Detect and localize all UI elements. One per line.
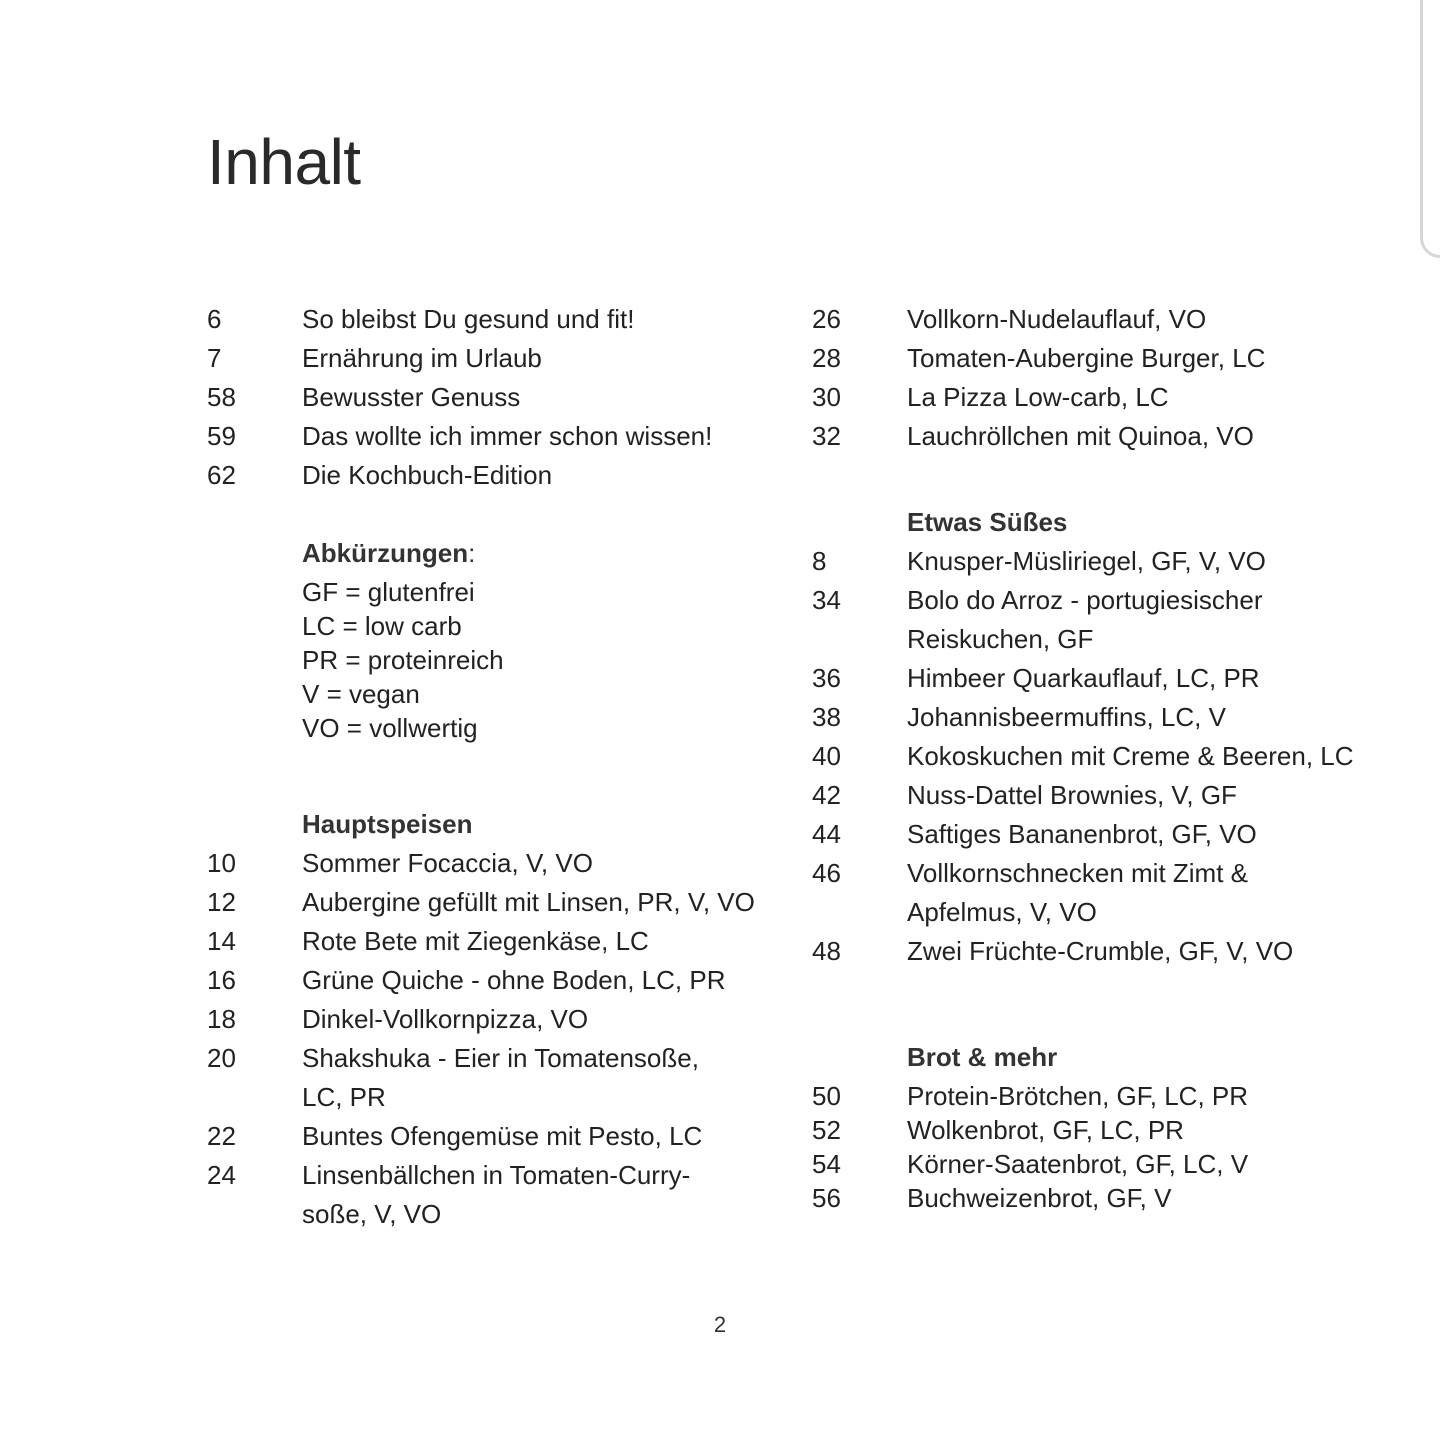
toc-entry-line: Vollkorn-Nudelauflauf, VO [907, 304, 1207, 334]
toc-entry [207, 922, 747, 961]
toc-entry-line: Zwei Früchte-Crumble, GF, V, VO [907, 936, 1294, 966]
toc-entry [207, 844, 747, 883]
toc-entry-line: Reiskuchen, GF [907, 624, 1094, 654]
toc-entry-line: Lauchröllchen mit Quinoa, VO [907, 421, 1254, 451]
toc-entry-line: Dinkel-Vollkornpizza, VO [302, 1004, 589, 1034]
toc-entry-line: Bewusster Genuss [302, 382, 521, 412]
toc-entry-title [907, 417, 1352, 456]
toc-entry [812, 542, 1352, 581]
toc-page-number: 48 [812, 936, 841, 966]
toc-entry-title [907, 932, 1352, 971]
toc-entry-title [907, 1181, 1352, 1215]
toc-entry-line: Himbeer Quarkauflauf, LC, PR [907, 663, 1260, 693]
toc-bread-list [812, 1079, 1352, 1215]
toc-entry [812, 1113, 1352, 1147]
toc-entry-title [907, 1113, 1352, 1147]
toc-page-number: 36 [812, 663, 841, 693]
toc-entry-title [907, 698, 1352, 737]
toc-entry-line: soße, V, VO [302, 1199, 442, 1229]
toc-entry-line: Apfelmus, V, VO [907, 897, 1097, 927]
toc-main-cont-list [812, 300, 1352, 456]
toc-page-number: 56 [812, 1183, 841, 1213]
toc-page-number: 6 [207, 304, 222, 334]
abbreviation-item: PR = proteinreich [302, 645, 504, 675]
toc-entry [207, 1039, 747, 1117]
toc-entry [207, 417, 747, 456]
section-heading-etwas-suesses: Etwas Süßes [907, 507, 1068, 537]
section-heading-brot-und-mehr: Brot & mehr [907, 1042, 1058, 1072]
toc-page-number: 34 [812, 585, 841, 615]
toc-page-number: 10 [207, 848, 236, 878]
toc-page-number: 42 [812, 780, 841, 810]
toc-entry [207, 339, 747, 378]
abbreviations-list [207, 575, 747, 745]
toc-sweet-list [812, 542, 1352, 971]
toc-entry [812, 417, 1352, 456]
toc-entry-line: Körner-Saatenbrot, GF, LC, V [907, 1149, 1249, 1179]
toc-entry [207, 883, 755, 922]
toc-entry [812, 932, 1352, 971]
toc-entry-title [302, 456, 747, 495]
toc-entry-line: Rote Bete mit Ziegenkäse, LC [302, 926, 649, 956]
toc-page-number: 58 [207, 382, 236, 412]
toc-page-number: 16 [207, 965, 236, 995]
toc-entry-title [907, 542, 1352, 581]
toc-entry-line: LC, PR [302, 1082, 386, 1112]
toc-entry [207, 1156, 747, 1234]
toc-entry [812, 776, 1352, 815]
toc-entry-title [302, 1000, 747, 1039]
toc-main-list [207, 844, 755, 1234]
toc-entry [207, 961, 747, 1000]
toc-entry-title [907, 378, 1352, 417]
toc-entry-title [302, 922, 747, 961]
toc-entry-line: Aubergine gefüllt mit Linsen, PR, V, VO [302, 887, 755, 917]
toc-entry-title [302, 417, 747, 456]
toc-left-column [207, 300, 755, 1234]
scroll-edge [1420, 0, 1440, 258]
toc-intro-list [207, 300, 747, 495]
toc-entry [207, 456, 747, 495]
toc-page-number: 40 [812, 741, 841, 771]
toc-entry-line: Vollkornschnecken mit Zimt & [907, 858, 1249, 888]
toc-page-number: 62 [207, 460, 236, 490]
toc-entry-title [302, 844, 747, 883]
toc-entry-line: Saftiges Bananenbrot, GF, VO [907, 819, 1257, 849]
toc-entry-line: Tomaten-Aubergine Burger, LC [907, 343, 1266, 373]
toc-entry [812, 737, 1352, 776]
toc-page-number: 54 [812, 1149, 841, 1179]
abbreviation-item: VO = vollwertig [302, 713, 478, 743]
toc-page-number: 20 [207, 1043, 236, 1073]
toc-page-number: 24 [207, 1160, 236, 1190]
toc-entry [812, 378, 1352, 417]
toc-entry [812, 854, 1352, 932]
toc-entry-line: Protein-Brötchen, GF, LC, PR [907, 1081, 1249, 1111]
toc-entry-line: Kokoskuchen mit Creme & Beeren, LC [907, 741, 1354, 771]
toc-entry-line: Ernährung im Urlaub [302, 343, 542, 373]
toc-entry [207, 300, 747, 339]
toc-entry-title [302, 339, 747, 378]
toc-entry-title [907, 1079, 1352, 1113]
toc-entry-line: Wolkenbrot, GF, LC, PR [907, 1115, 1184, 1145]
toc-page-number: 46 [812, 858, 841, 888]
toc-page-number: 30 [812, 382, 841, 412]
toc-entry-line: Buntes Ofengemüse mit Pesto, LC [302, 1121, 703, 1151]
toc-entry-title [907, 737, 1354, 776]
toc-page-number: 8 [812, 546, 827, 576]
toc-page-number: 32 [812, 421, 841, 451]
toc-page-number: 18 [207, 1004, 236, 1034]
toc-entry-line: Nuss-Dattel Brownies, V, GF [907, 780, 1237, 810]
abbreviation-item: V = vegan [302, 679, 420, 709]
toc-page-number: 52 [812, 1115, 841, 1145]
toc-page-number: 22 [207, 1121, 236, 1151]
toc-entry [812, 659, 1352, 698]
toc-entry-title [302, 300, 747, 339]
toc-entry-title [907, 1147, 1352, 1181]
abbreviation-item: LC = low carb [302, 611, 462, 641]
toc-entry [207, 378, 747, 417]
page-title: Inhalt [207, 126, 361, 198]
toc-entry [812, 815, 1352, 854]
toc-entry-line: Linsenbällchen in Tomaten-Curry- [302, 1160, 691, 1190]
toc-page-number: 59 [207, 421, 236, 451]
toc-entry-title [907, 854, 1352, 932]
toc-entry-line: Bolo do Arroz - portugiesischer [907, 585, 1263, 615]
toc-entry [812, 581, 1352, 659]
toc-entry-title [302, 883, 755, 922]
toc-entry-line: Das wollte ich immer schon wissen! [302, 421, 713, 451]
toc-entry [812, 300, 1352, 339]
toc-entry-title [907, 581, 1352, 659]
toc-entry [812, 698, 1352, 737]
toc-entry-title [302, 1156, 747, 1234]
toc-page-number: 12 [207, 887, 236, 917]
toc-entry-line: Grüne Quiche - ohne Boden, LC, PR [302, 965, 726, 995]
toc-page-number: 38 [812, 702, 841, 732]
toc-entry [207, 1117, 747, 1156]
toc-entry-title [302, 961, 747, 1000]
toc-entry-line: Knusper-Müsliriegel, GF, V, VO [907, 546, 1266, 576]
toc-entry-title [907, 815, 1352, 854]
toc-entry-line: Die Kochbuch-Edition [302, 460, 553, 490]
toc-entry [812, 1079, 1352, 1113]
toc-page-number: 50 [812, 1081, 841, 1111]
toc-right-column [812, 300, 1352, 1215]
page-number: 2 [713, 1312, 727, 1337]
toc-page-number: 7 [207, 343, 222, 373]
toc-entry [812, 339, 1352, 378]
toc-entry-line: So bleibst Du gesund und fit! [302, 304, 635, 334]
toc-page-number: 26 [812, 304, 841, 334]
toc-entry [812, 1147, 1352, 1181]
toc-entry-line: Shakshuka - Eier in Tomatensoße, [302, 1043, 699, 1073]
abbreviation-item: GF = glutenfrei [302, 577, 475, 607]
toc-entry-line: Sommer Focaccia, V, VO [302, 848, 593, 878]
toc-entry-title [907, 776, 1352, 815]
toc-entry-line: Buchweizenbrot, GF, V [907, 1183, 1172, 1213]
toc-entry-title [302, 1117, 747, 1156]
toc-entry-title [302, 378, 747, 417]
section-heading-hauptspeisen: Hauptspeisen [302, 809, 473, 839]
toc-page-number: 44 [812, 819, 841, 849]
abbreviations-heading: Abkürzungen: [302, 538, 476, 568]
toc-page-number: 28 [812, 343, 841, 373]
toc-entry [207, 1000, 747, 1039]
toc-entry [812, 1181, 1352, 1215]
toc-entry-line: La Pizza Low-carb, LC [907, 382, 1169, 412]
toc-entry-line: Johannisbeermuffins, LC, V [907, 702, 1226, 732]
toc-entry-title [302, 1039, 747, 1117]
toc-page-number: 14 [207, 926, 236, 956]
toc-entry-title [907, 339, 1352, 378]
toc-entry-title [907, 659, 1352, 698]
toc-entry-title [907, 300, 1352, 339]
